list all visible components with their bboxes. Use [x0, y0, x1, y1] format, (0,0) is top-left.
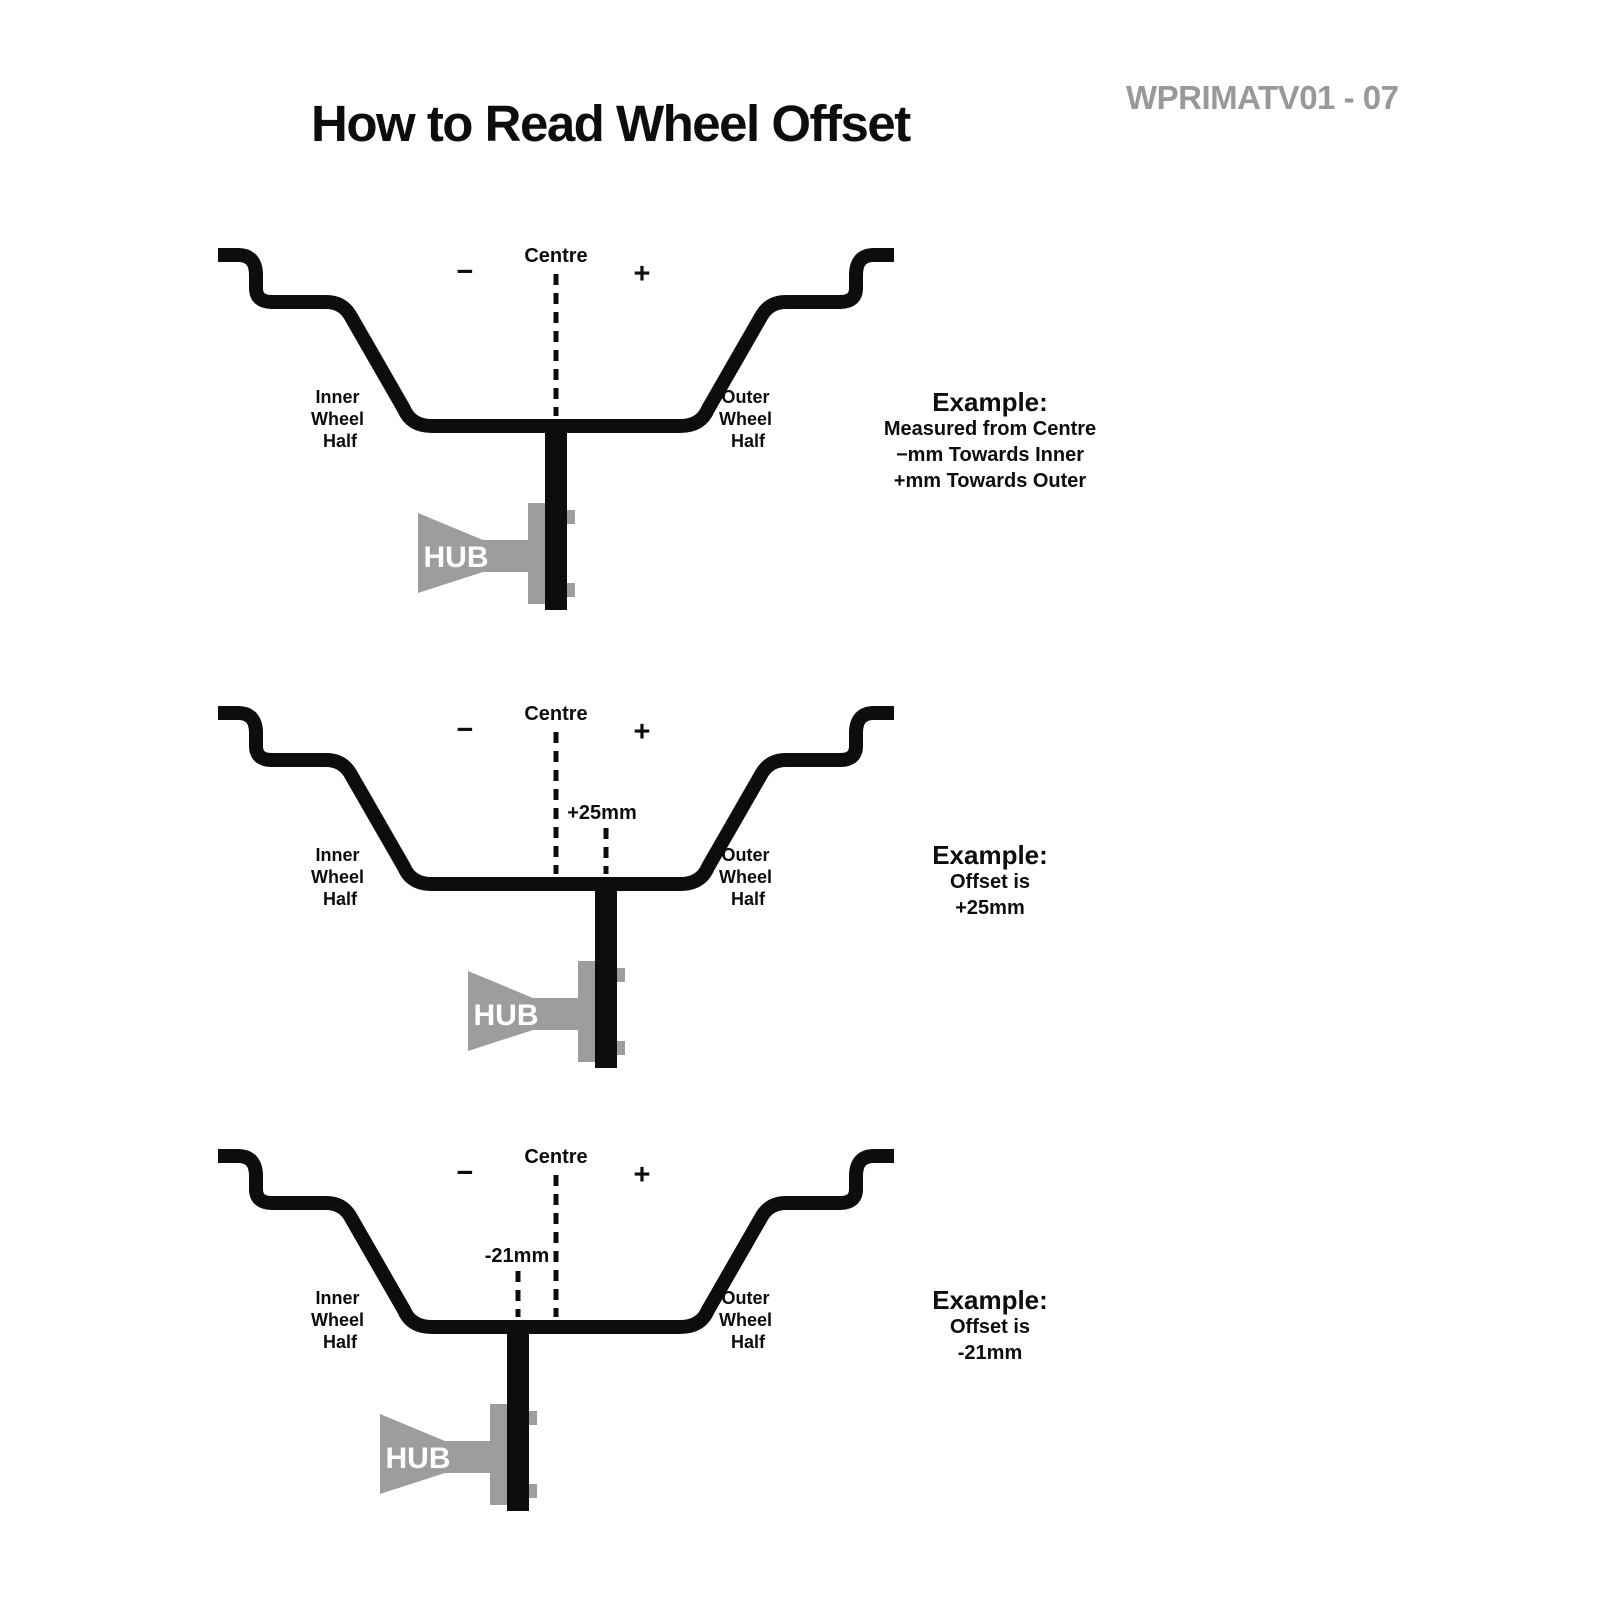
- example-line: Offset is: [949, 871, 1031, 893]
- example-block-measured-from-centre: [790, 388, 1190, 494]
- centre-label: Centre: [524, 1146, 588, 1168]
- hub-stem: [483, 540, 528, 572]
- hub-stud-bottom: [529, 1484, 537, 1498]
- hub-assembly: [468, 877, 625, 1068]
- inner-wheel-half-label: Inner Wheel Half: [310, 845, 364, 909]
- example-heading: Example:: [932, 387, 1048, 417]
- document-code: WPRIMATV01 - 07: [1126, 79, 1399, 116]
- example-block-negative-offset: [790, 1286, 1190, 1366]
- example-line: +mm Towards Outer: [893, 470, 1087, 492]
- hub-label: HUB: [423, 541, 489, 574]
- centre-label: Centre: [524, 703, 588, 725]
- mounting-face-bar: [595, 877, 617, 1068]
- plus-sign: +: [633, 258, 651, 290]
- example-line: +25mm: [955, 897, 1025, 919]
- example-line: Measured from Centre: [883, 418, 1097, 440]
- example-line: −mm Towards Inner: [895, 444, 1084, 466]
- hub-stud-bottom: [567, 583, 575, 597]
- example-block-positive-offset: [790, 841, 1190, 921]
- hub-plate: [578, 961, 595, 1062]
- outer-wheel-half-label: Outer Wheel Half: [718, 845, 772, 909]
- page-title: How to Read Wheel Offset: [311, 95, 910, 152]
- mounting-face-bar: [545, 419, 567, 610]
- minus-sign: −: [456, 256, 474, 288]
- offset-value-label: +25mm: [567, 802, 637, 824]
- minus-sign: −: [456, 714, 474, 746]
- hub-assembly: [380, 1320, 537, 1511]
- outer-wheel-half-label: Outer Wheel Half: [718, 387, 772, 451]
- plus-sign: +: [633, 1159, 651, 1191]
- centre-label: Centre: [524, 245, 588, 267]
- minus-sign: −: [456, 1157, 474, 1189]
- hub-plate: [528, 503, 545, 604]
- hub-stud-top: [617, 968, 625, 982]
- hub-label: HUB: [385, 1442, 451, 1475]
- example-heading: Example:: [932, 840, 1048, 870]
- offset-value-label: -21mm: [484, 1245, 550, 1267]
- hub-label: HUB: [473, 999, 539, 1032]
- example-line: Offset is: [949, 1316, 1031, 1338]
- hub-stud-bottom: [617, 1041, 625, 1055]
- hub-stem: [445, 1441, 490, 1473]
- hub-stud-top: [567, 510, 575, 524]
- example-line: -21mm: [957, 1342, 1023, 1364]
- plus-sign: +: [633, 716, 651, 748]
- hub-stem: [533, 998, 578, 1030]
- outer-wheel-half-label: Outer Wheel Half: [718, 1288, 772, 1352]
- hub-assembly: [418, 419, 575, 610]
- hub-plate: [490, 1404, 507, 1505]
- mounting-face-bar: [507, 1320, 529, 1511]
- example-heading: Example:: [932, 1285, 1048, 1315]
- inner-wheel-half-label: Inner Wheel Half: [310, 387, 364, 451]
- inner-wheel-half-label: Inner Wheel Half: [310, 1288, 364, 1352]
- hub-stud-top: [529, 1411, 537, 1425]
